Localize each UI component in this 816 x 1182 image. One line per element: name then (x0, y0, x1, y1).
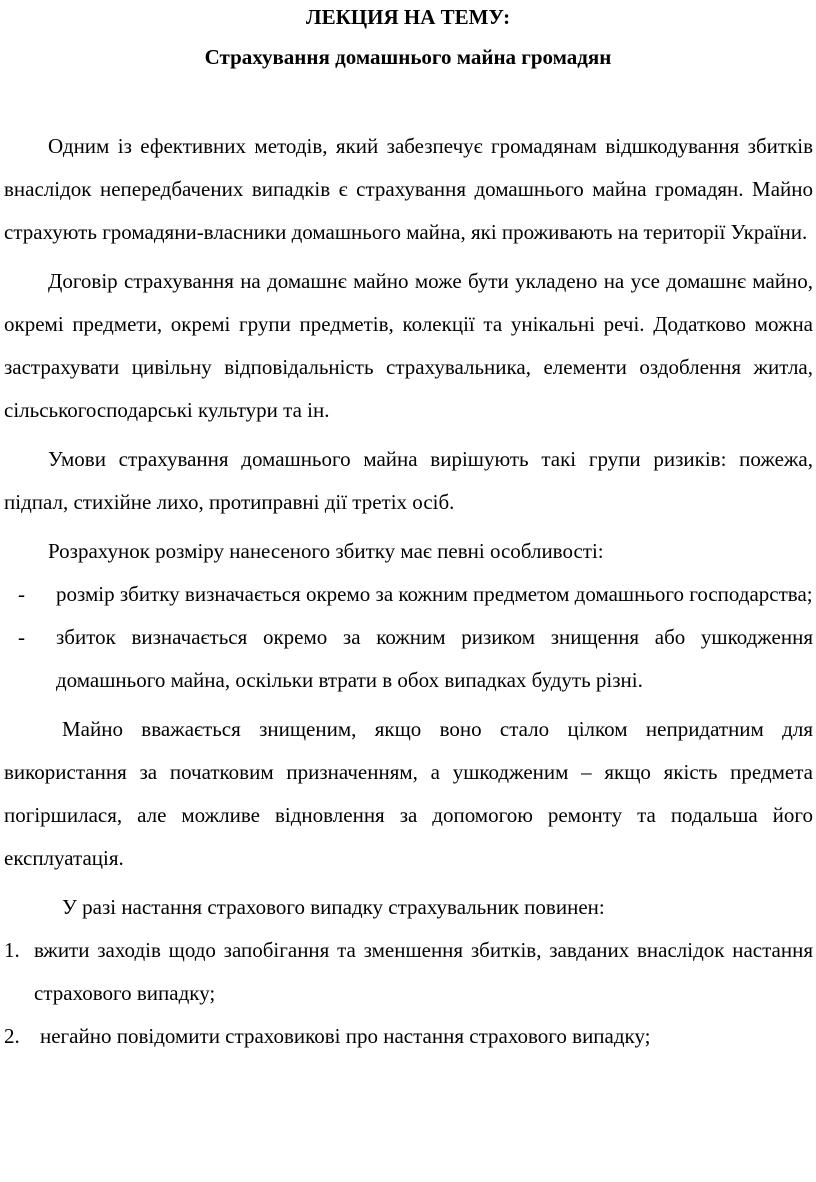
list-item-text: збиток визначається окремо за кожним ризиком знищення або ушкодження домашнього майна, оскільки втрати в обох випадках будуть різні. (56, 625, 813, 692)
list-item (4, 929, 813, 1015)
list-dash-marker: - (18, 625, 25, 649)
paragraph-risks: Умови страхування домашнього майна вирішують такі групи ризиків: пожежа, підпал, стихійне лихо, протиправні дії третіх осіб. (4, 447, 813, 514)
damage-features-list (4, 573, 813, 702)
lecture-subtitle: Страхування домашнього майна громадян (204, 45, 612, 69)
list-item-text: негайно повідомити страховикові про настання страхового випадку; (40, 1024, 651, 1048)
lecture-heading: ЛЕКЦИЯ НА ТЕМУ: (305, 5, 511, 29)
obligations-list (4, 929, 813, 1058)
list-dash-marker: - (18, 582, 25, 606)
list-item (4, 1015, 813, 1058)
list-item-text: розмір збитку визначається окремо за кожним предметом домашнього господарства; (56, 582, 813, 606)
paragraph-obligations-intro: У разі настання страхового випадку страхувальник повинен: (62, 895, 605, 919)
paragraph-damage-calc: Розрахунок розміру нанесеного збитку має певні особливості: (48, 539, 604, 563)
list-item (4, 616, 813, 702)
paragraph-destroyed-definition: Майно вважається знищеним, якщо воно стало цілком непридатним для використання за початковим призначенням, а ушкодженим – якщо якість предмета погіршилася, але можливе відновлення за допомогою ремонту та подальша його експлуатація. (4, 717, 813, 870)
list-number-marker: 1. (4, 938, 20, 962)
paragraph-contract: Договір страхування на домашнє майно може бути укладено на усе домашнє майно, окремі предмети, окремі групи предметів, колекції та унікальні речі. Додатково можна застрахувати цивільну відповідальність страхувальника, елементи оздоблення житла, сільськогосподарські культури та ін. (4, 269, 813, 422)
list-number-marker: 2. (4, 1024, 20, 1048)
lecture-body (4, 125, 813, 1058)
paragraph-intro: Одним із ефективних методів, який забезпечує громадянам відшкодування збитків внаслідок непередбачених випадків є страхування домашнього майна громадян. Майно страхують громадяни-власники домашнього майна, які проживають на території України. (4, 134, 813, 244)
list-item-text: вжити заходів щодо запобігання та зменшення збитків, завданих внаслідок настання страхового випадку; (34, 938, 813, 1005)
list-item (4, 573, 813, 616)
